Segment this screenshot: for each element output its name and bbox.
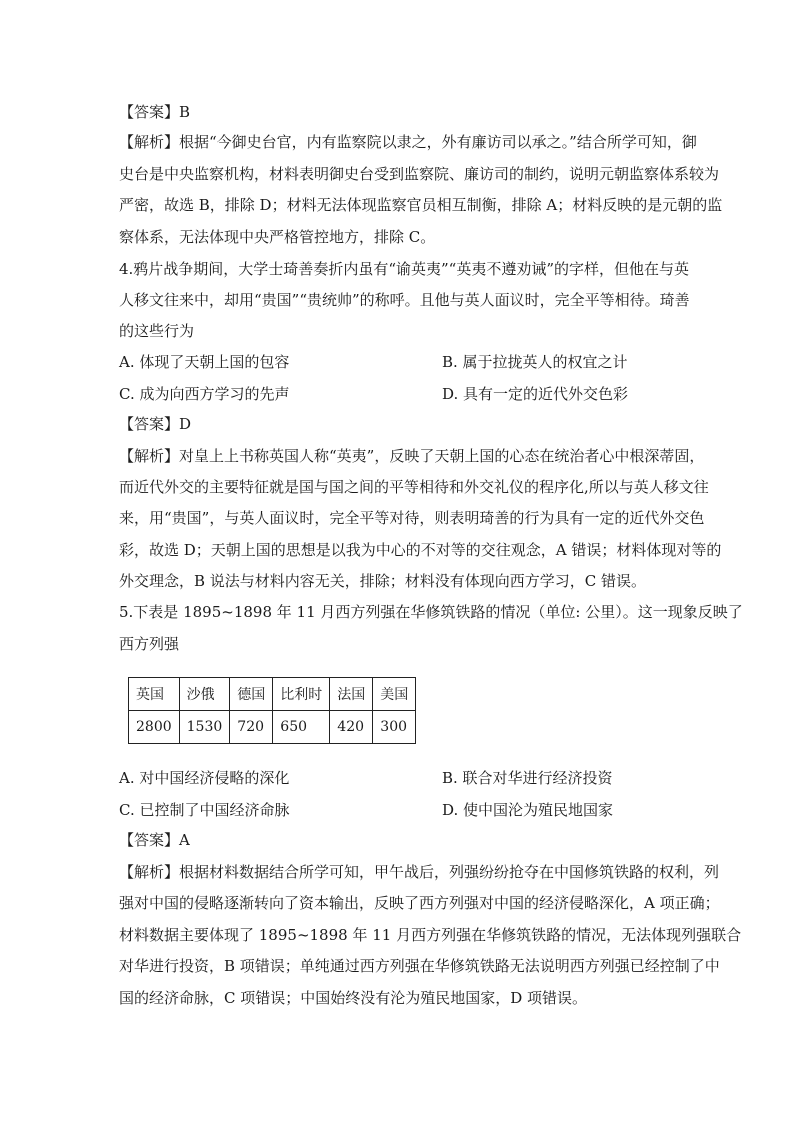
q4-option-d: D. 具有一定的近代外交色彩 <box>442 385 629 403</box>
q5-analysis-line: 材料数据主要体现了 1895~1898 年 11 月西方列强在华修筑铁路的情况，无法体现列强联合 <box>119 926 742 944</box>
q4-analysis-line: 来，用“贵国”，与英人面议时，完全平等对待，则表明琦善的行为具有一定的近代外交色 <box>119 509 705 527</box>
q4-answer: 【答案】D <box>119 415 192 433</box>
table-cell: 1530 <box>179 711 230 744</box>
q4-analysis-line: 而近代外交的主要特征就是国与国之间的平等相待和外交礼仪的程序化,所以与英人移文往 <box>119 478 709 496</box>
q5-option-d: D. 使中国沦为殖民地国家 <box>442 801 614 819</box>
table-cell: 650 <box>273 711 330 744</box>
q4-stem-line: 人移文往来中，却用“贵国”“贵统帅”的称呼。且他与英人面议时，完全平等相待。琦善 <box>119 291 690 309</box>
q4-analysis-line: 外交理念，B 说法与材料内容无关，排除；材料没有体现向西方学习，C 错误。 <box>119 572 647 590</box>
q5-analysis-line: 强对中国的侵略逐渐转向了资本输出，反映了西方列强对中国的经济侵略深化，A 项正确； <box>119 894 720 912</box>
table-header-row <box>129 678 416 711</box>
q5-answer: 【答案】A <box>119 831 190 849</box>
q5-option-c: C. 已控制了中国经济命脉 <box>119 801 290 819</box>
table-header-cell: 法国 <box>330 678 373 711</box>
table-row <box>129 711 416 744</box>
q3-analysis-line: 史台是中央监察机构，材料表明御史台受到监察院、廉访司的制约，说明元朝监察体系较为 <box>119 165 720 183</box>
q3-analysis-line: 【解析】根据“今御史台官，内有监察院以隶之，外有廉访司以承之。”结合所学可知，御 <box>119 133 697 151</box>
railway-table <box>128 677 416 744</box>
q4-option-c: C. 成为向西方学习的先声 <box>119 385 290 403</box>
q5-option-b: B. 联合对华进行经济投资 <box>442 769 613 787</box>
q5-stem-line: 5.下表是 1895~1898 年 11 月西方列强在华修筑铁路的情况（单位: 公里）。这一现象反映了 <box>119 603 743 621</box>
q5-stem-line: 西方列强 <box>119 635 180 653</box>
table-header-cell: 沙俄 <box>179 678 230 711</box>
q4-stem-line: 的这些行为 <box>119 322 195 340</box>
table-header-cell: 德国 <box>230 678 273 711</box>
table-header-cell: 美国 <box>373 678 416 711</box>
table-cell: 2800 <box>129 711 180 744</box>
q5-analysis-line: 对华进行投资，B 项错误；单纯通过西方列强在华修筑铁路无法说明西方列强已经控制了中 <box>119 957 720 975</box>
q3-analysis-line: 察体系，无法体现中央严格管控地方，排除 C。 <box>119 228 436 246</box>
table-cell: 720 <box>230 711 273 744</box>
table-header-cell: 比利时 <box>273 678 330 711</box>
q4-option-a: A. 体现了天朝上国的包容 <box>119 353 290 371</box>
table-header-cell: 英国 <box>129 678 180 711</box>
q3-answer: 【答案】B <box>119 103 191 121</box>
q4-analysis-line: 彩，故选 D；天朝上国的思想是以我为中心的不对等的交往观念，A 错误；材料体现对等的 <box>119 541 722 559</box>
q5-analysis-line: 【解析】根据材料数据结合所学可知，甲午战后，列强纷纷抢夺在中国修筑铁路的权利，列 <box>119 863 720 881</box>
q3-analysis-line: 严密，故选 B，排除 D；材料无法体现监察官员相互制衡，排除 A；材料反映的是元朝的监 <box>119 196 723 214</box>
table-cell: 300 <box>373 711 416 744</box>
q5-analysis-line: 国的经济命脉，C 项错误；中国始终没有沦为殖民地国家，D 项错误。 <box>119 989 588 1007</box>
q4-stem-line: 4.鸦片战争期间，大学士琦善奏折内虽有“谕英夷”“英夷不遵劝诫”的字样，但他在与英 <box>119 260 689 278</box>
q4-option-b: B. 属于拉拢英人的权宜之计 <box>442 353 628 371</box>
q4-analysis-line: 【解析】对皇上上书称英国人称“英夷”，反映了天朝上国的心态在统治者心中根深蒂固， <box>119 447 705 465</box>
table-cell: 420 <box>330 711 373 744</box>
q5-option-a: A. 对中国经济侵略的深化 <box>119 769 290 787</box>
